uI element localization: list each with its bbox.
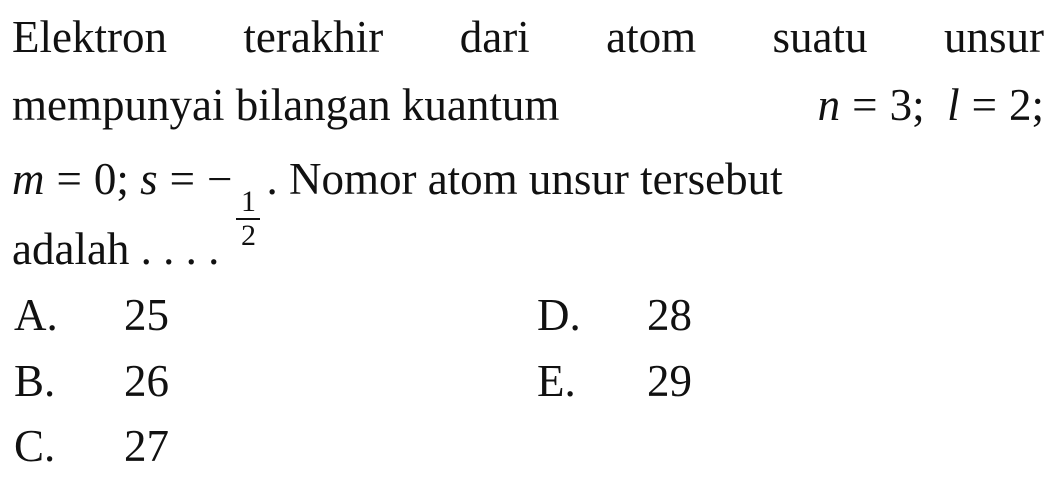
option-c[interactable] xyxy=(14,416,169,476)
question-text-segment: mempunyai bilangan kuantum xyxy=(12,80,560,130)
value-m: 0; xyxy=(93,154,129,204)
option-value: 25 xyxy=(124,290,169,340)
option-letter: C. xyxy=(14,421,56,471)
option-value: 28 xyxy=(647,290,692,340)
question-text-segment: adalah . . . . xyxy=(12,224,220,274)
question-word: unsur xyxy=(943,12,1044,62)
equals-sign: = xyxy=(971,80,997,130)
question-text-segment: . Nomor atom unsur tersebut xyxy=(266,154,783,204)
option-d[interactable] xyxy=(537,285,692,345)
option-letter: A. xyxy=(14,290,58,340)
question-word: terakhir xyxy=(243,12,384,62)
equals-sign: = xyxy=(169,154,196,204)
option-value: 29 xyxy=(647,356,692,406)
option-letter: E. xyxy=(537,356,576,406)
minus-sign: − xyxy=(207,154,233,204)
fraction-denominator: 2 xyxy=(240,218,256,252)
question-word: dari xyxy=(459,12,530,62)
variable-m: m xyxy=(12,154,45,204)
option-value: 27 xyxy=(124,421,169,471)
fraction-numerator: 1 xyxy=(240,184,256,218)
variable-l: l xyxy=(947,80,960,130)
equals-sign: = xyxy=(56,154,82,204)
question-word: atom xyxy=(606,12,697,62)
value-n: 3; xyxy=(889,80,925,130)
question-word: suatu xyxy=(772,12,868,62)
variable-n: n xyxy=(817,80,841,130)
option-a[interactable] xyxy=(14,285,169,345)
option-letter: D. xyxy=(537,290,581,340)
variable-s: s xyxy=(140,154,158,204)
option-e[interactable] xyxy=(537,351,692,411)
option-b[interactable] xyxy=(14,351,169,411)
option-value: 26 xyxy=(124,356,169,406)
question-word: Elektron xyxy=(12,12,167,62)
option-letter: B. xyxy=(14,356,56,406)
equals-sign: = xyxy=(852,80,878,130)
value-l: 2; xyxy=(1008,80,1044,130)
